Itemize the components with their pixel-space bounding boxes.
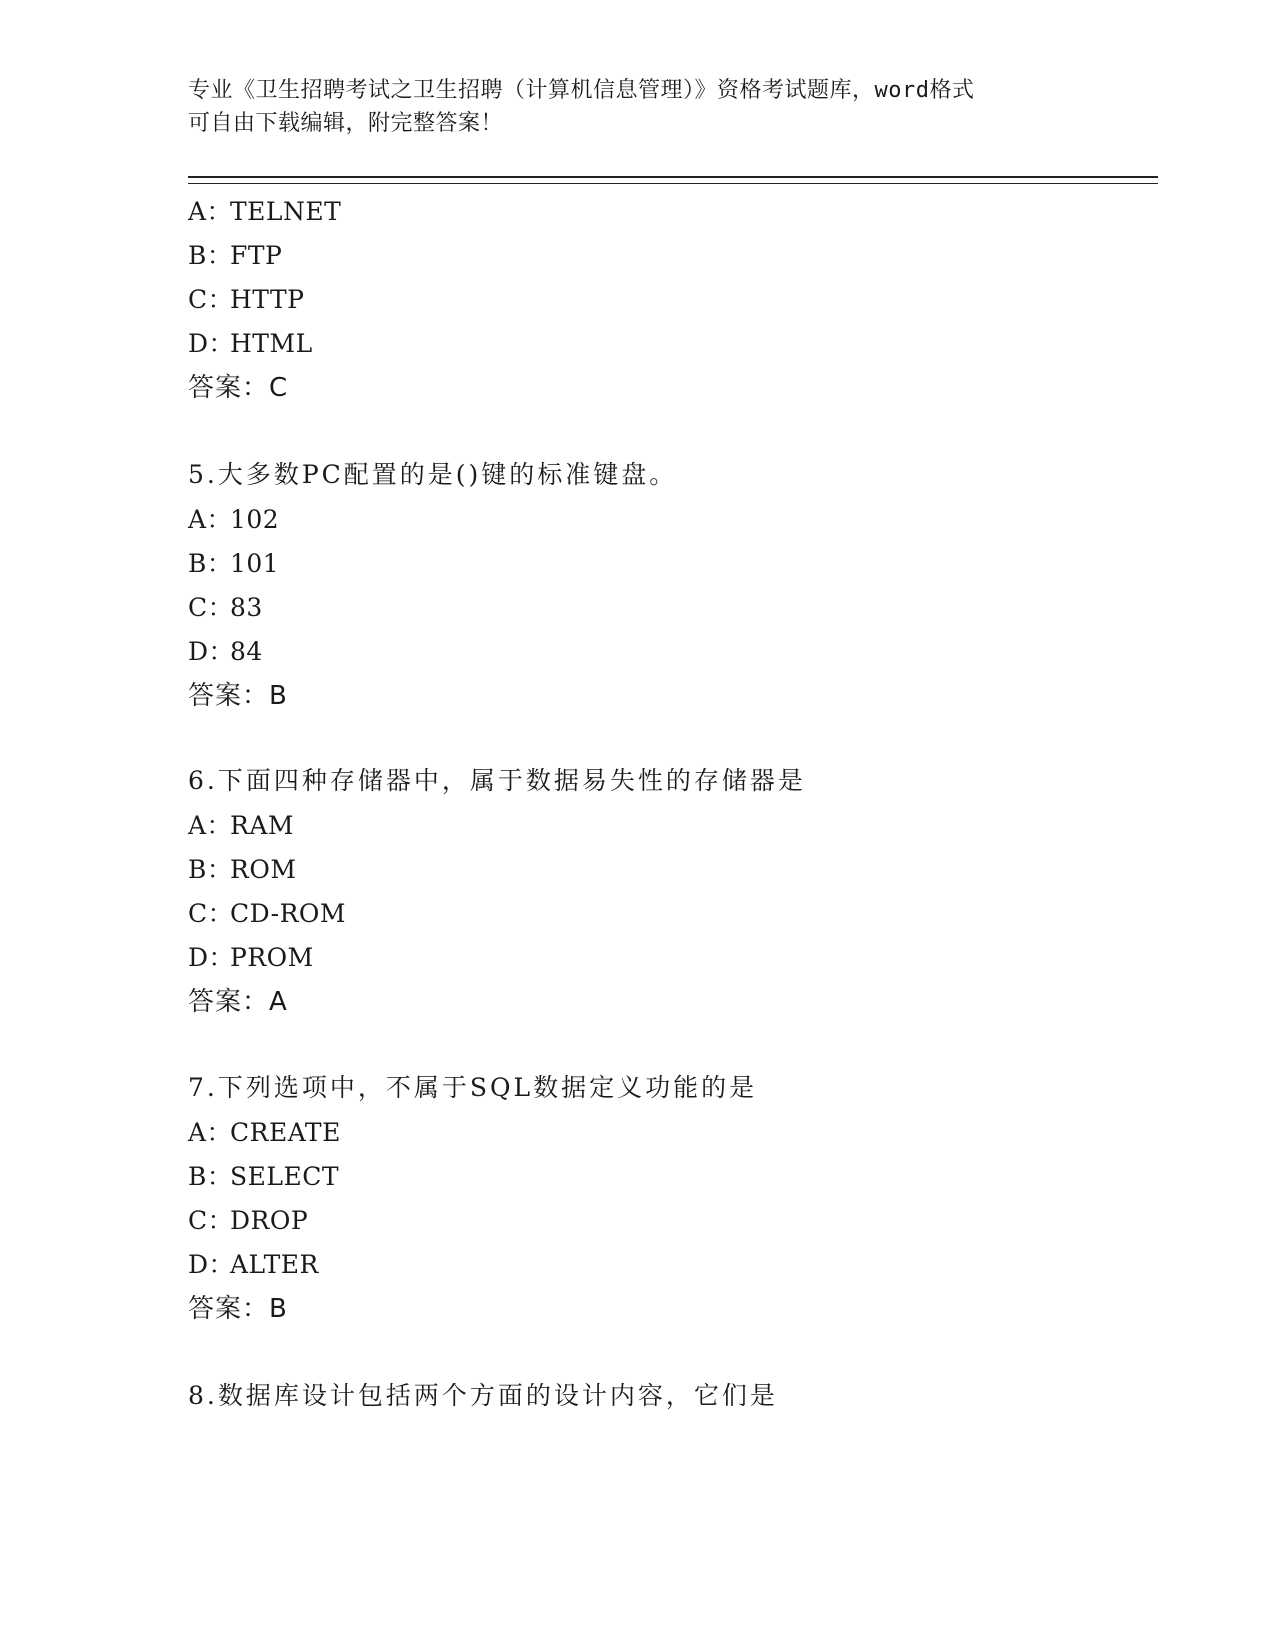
option-a: A：CREATE bbox=[188, 1118, 341, 1147]
option-c: C：83 bbox=[188, 593, 263, 622]
option-b: B：FTP bbox=[188, 241, 283, 270]
answer: 答案：B bbox=[188, 1294, 288, 1324]
option-a: A：TELNET bbox=[188, 197, 342, 226]
option-d: D：HTML bbox=[188, 329, 313, 358]
header-line-1: 专业《卫生招聘考试之卫生招聘（计算机信息管理）》资格考试题库，word格式 bbox=[188, 78, 975, 103]
answer: 答案：B bbox=[188, 681, 288, 711]
option-b: B：SELECT bbox=[188, 1162, 340, 1191]
question-7: 7.下列选项中，不属于SQL数据定义功能的是 bbox=[188, 1073, 758, 1102]
option-b: B：ROM bbox=[188, 855, 297, 884]
option-a: A：RAM bbox=[188, 811, 294, 840]
option-b: B：101 bbox=[188, 549, 280, 578]
document-header bbox=[188, 74, 1068, 140]
question-5: 5.大多数PC配置的是()键的标准键盘。 bbox=[188, 460, 678, 489]
header-line-2: 可自由下载编辑，附完整答案！ bbox=[188, 111, 504, 136]
option-d: D：PROM bbox=[188, 943, 314, 972]
answer: 答案：C bbox=[188, 373, 289, 403]
header-rule-thin bbox=[188, 183, 1158, 184]
option-c: C：HTTP bbox=[188, 285, 305, 314]
option-c: C：CD-ROM bbox=[188, 899, 347, 928]
option-a: A：102 bbox=[188, 505, 280, 534]
option-d: D：ALTER bbox=[188, 1250, 319, 1279]
question-8: 8.数据库设计包括两个方面的设计内容，它们是 bbox=[188, 1381, 778, 1410]
option-d: D：84 bbox=[188, 637, 263, 666]
question-6: 6.下面四种存储器中，属于数据易失性的存储器是 bbox=[188, 766, 806, 795]
answer: 答案：A bbox=[188, 987, 288, 1017]
option-c: C：DROP bbox=[188, 1206, 309, 1235]
header-rule-thick bbox=[188, 176, 1158, 178]
